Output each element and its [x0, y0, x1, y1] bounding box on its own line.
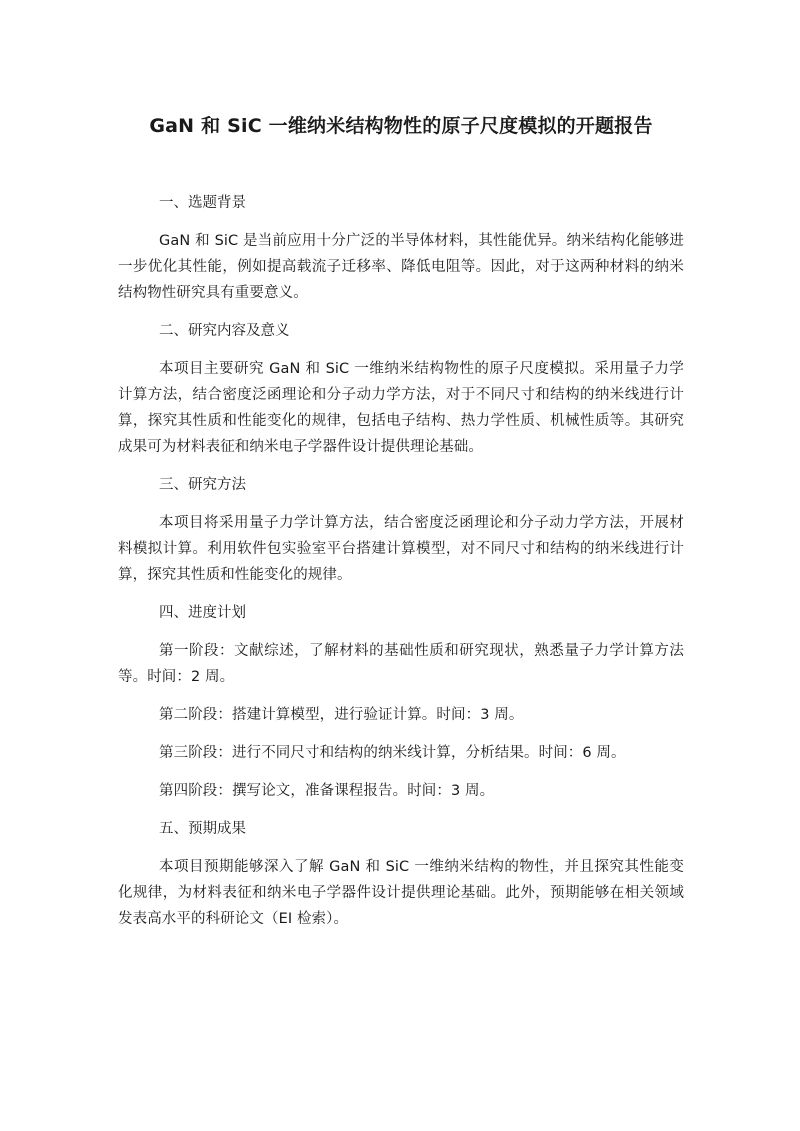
- section-paragraph: 本项目将采用量子力学计算方法，结合密度泛函理论和分子动力学方法，开展材料模拟计算。利用软件包实验室平台搭建计算模型，对不同尺寸和结构的纳米线进行计算，探究其性质和性能变化的规律。: [118, 515, 684, 583]
- section-paragraph: 本项目预期能够深入了解 GaN 和 SiC 一维纳米结构的物性，并且探究其性能变化规律，为材料表征和纳米电子学器件设计提供理论基础。此外，预期能够在相关领域发表高水平的科研论文（EI 检索）。: [118, 859, 684, 927]
- section-background: [118, 190, 684, 306]
- section-expected-results: [118, 816, 684, 932]
- section-content-significance: [118, 318, 684, 460]
- section-paragraph: 本项目主要研究 GaN 和 SiC 一维纳米结构物性的原子尺度模拟。采用量子力学计算方法，结合密度泛函理论和分子动力学方法，对于不同尺寸和结构的纳米线进行计算，探究其性质和性能变化的规律，包括电子结构、热力学性质、机械性质等。其研究成果可为材料表征和纳米电子学器件设计提供理论基础。: [118, 361, 684, 455]
- schedule-phase-4: 第四阶段：撰写论文，准备课程报告。时间：3 周。: [159, 783, 495, 799]
- section-heading: 三、研究方法: [159, 477, 246, 493]
- schedule-phase-3: 第三阶段：进行不同尺寸和结构的纳米线计算，分析结果。时间：6 周。: [159, 745, 626, 761]
- section-heading: 四、进度计划: [159, 605, 246, 621]
- document-title: GaN 和 SiC 一维纳米结构物性的原子尺度模拟的开题报告: [149, 115, 653, 137]
- section-heading: 二、研究内容及意义: [159, 323, 290, 339]
- section-methods: [118, 472, 684, 588]
- section-heading: 五、预期成果: [159, 821, 246, 837]
- document-page: [118, 112, 684, 944]
- section-heading: 一、选题背景: [159, 195, 246, 211]
- section-schedule: [118, 600, 684, 804]
- schedule-phase-2: 第二阶段：搭建计算模型，进行验证计算。时间：3 周。: [159, 707, 524, 723]
- schedule-phase-1: 第一阶段：文献综述，了解材料的基础性质和研究现状，熟悉量子力学计算方法等。时间：2 周。: [118, 643, 684, 685]
- section-paragraph: GaN 和 SiC 是当前应用十分广泛的半导体材料，其性能优异。纳米结构化能够进一步优化其性能，例如提高载流子迁移率、降低电阻等。因此，对于这两种材料的纳米结构物性研究具有重要意义。: [118, 233, 684, 301]
